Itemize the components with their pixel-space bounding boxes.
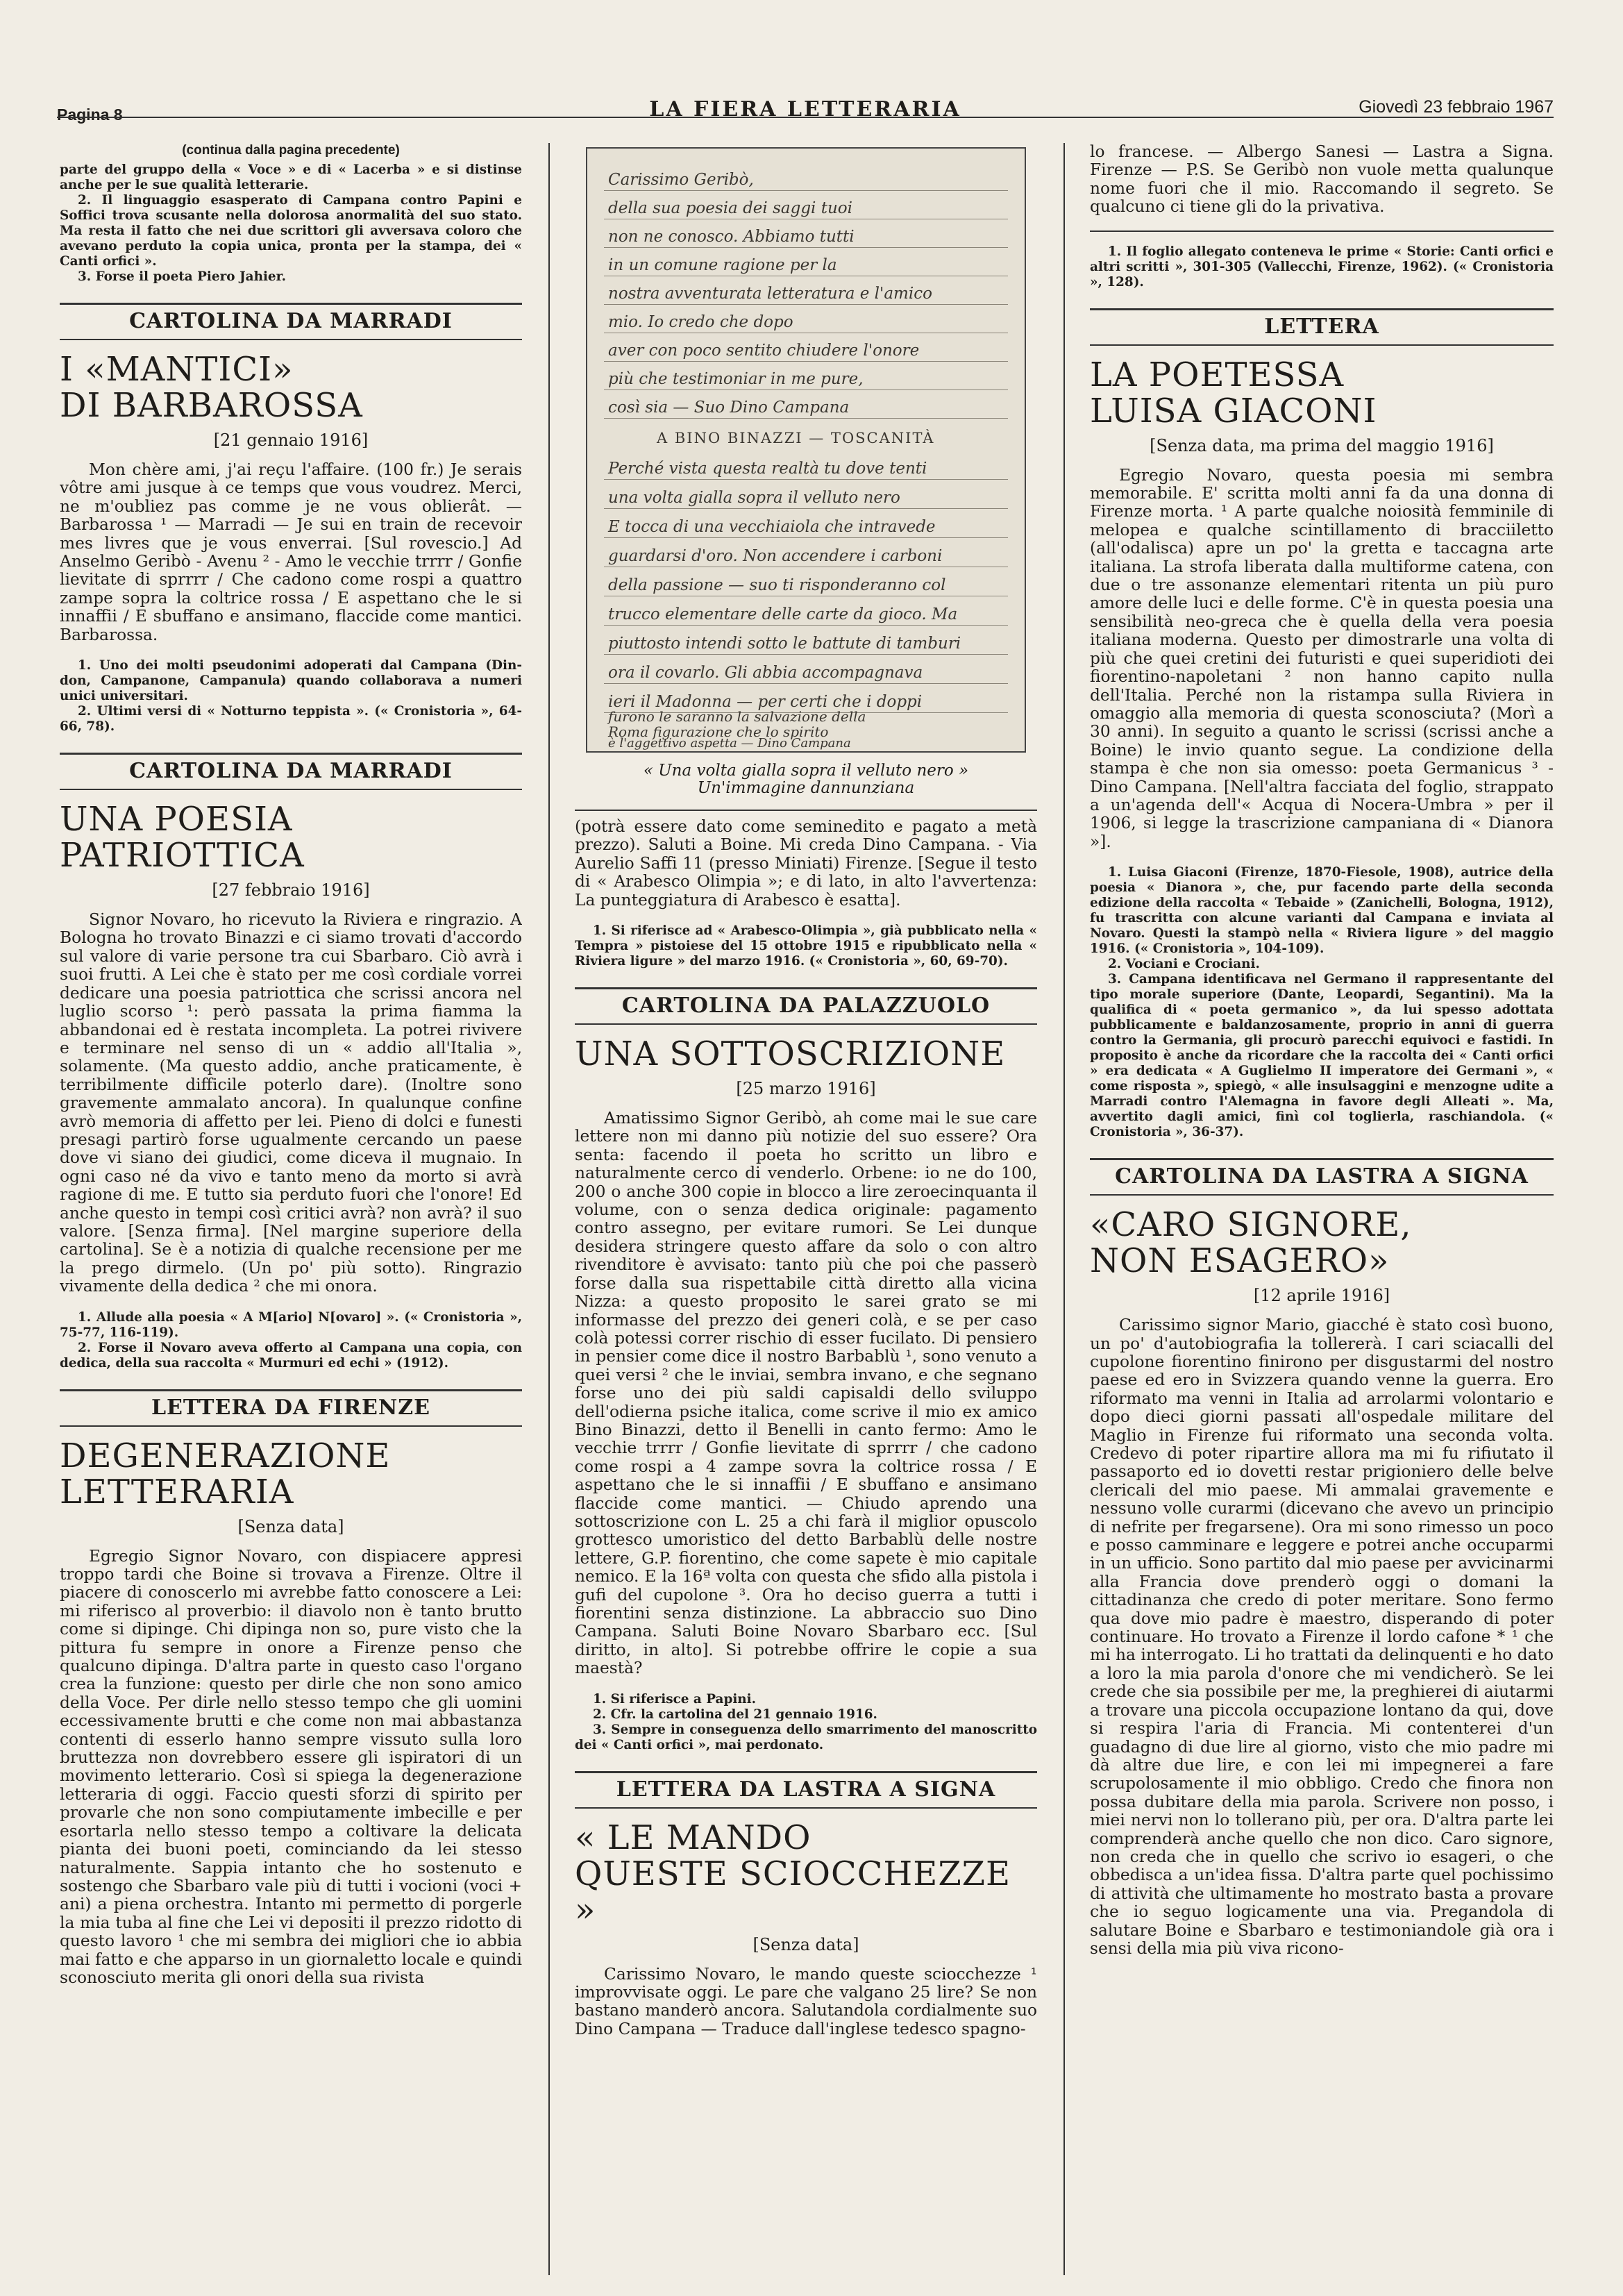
note: 1. Uno dei molti pseudonimi adoperati dal Campana (Din-don, Campanone, Campanula) quando collaborava a numeri unici universitari. [60, 658, 522, 704]
ruled-line [604, 418, 1008, 419]
footnotes [1090, 865, 1554, 1140]
footnotes [1090, 244, 1554, 290]
note: 1. Si riferisce a Papini. [593, 1691, 757, 1707]
continued-note: (continua dalla pagina precedente) [182, 143, 400, 158]
handwriting: trucco elementare delle carte da gioco. Ma [608, 605, 958, 623]
caption-line: « Una volta gialla sopra il velluto nero » [643, 762, 969, 780]
article-title [60, 801, 522, 873]
letter-date: [25 marzo 1916] [736, 1079, 876, 1099]
letter-date: [12 aprile 1916] [1253, 1286, 1390, 1306]
handwriting: della sua poesia dei saggi tuoi [608, 199, 852, 217]
column-3 [1090, 143, 1554, 2268]
ruled-line [604, 479, 1008, 480]
article-body [60, 911, 522, 1296]
ruled-line [604, 625, 1008, 626]
handwriting: così sia — Suo Dino Campana [608, 399, 850, 417]
article-title [575, 1820, 1037, 1928]
article-body [60, 461, 522, 644]
separator [575, 810, 1037, 811]
handwriting: piuttosto intendi sotto le battute di tamburi [608, 635, 961, 653]
section-kicker: CARTOLINA DA MARRADI [60, 753, 522, 790]
section-kicker: LETTERA DA FIRENZE [60, 1389, 522, 1427]
note: 1. Si riferisce ad « Arabesco-Olimpia », già pubblicato nella « Tempra » pistoiese del 15 ottobre 1915 e ripubblicato nella « Riviera ligure » del marzo 1916. (« Cronistoria », 60, 69-70). [575, 923, 1037, 969]
letter-date: [Senza data] [752, 1934, 859, 1954]
column-2 [575, 143, 1037, 2268]
section-kicker: LETTERA [1090, 308, 1554, 346]
ruled-line [604, 389, 1008, 390]
footnotes [575, 1692, 1037, 1753]
article-body [1090, 1316, 1554, 1958]
ruled-line [604, 537, 1008, 538]
article-title [1090, 357, 1554, 429]
handwriting: furono le saranno la salvazione della [608, 708, 866, 725]
image-caption [575, 762, 1037, 797]
handwriting: della passione — suo ti risponderanno col [608, 576, 946, 594]
article-title [60, 351, 522, 424]
note: 3. Forse il poeta Piero Jahier. [78, 269, 287, 284]
caption-line: Un'immagine dannunziana [697, 779, 915, 797]
paragraph: lo francese. — Albergo Sanesi — Lastra a Signa. Firenze — P.S. Se Geribò non vuole metta qualunque nome fuori che il mio. Raccomando il segreto. Se qualcuno ci tiene gli do la privativa. [1090, 143, 1554, 217]
ruled-line [604, 247, 1008, 248]
column-1 [60, 143, 522, 2268]
note: 2. Forse il Novaro aveva offerto al Campana una copia, con dedica, della sua raccolta « Murmuri ed echi » (1912). [60, 1340, 522, 1371]
note: 3. Campana identificava nel Germano il rappresentante del tipo morale superiore (Dante, Leopardi, Segantini). Ma la qualifica di « poeta germanico », da lui spesso adottata pubblicamente e baldanzosamente, proprio in anni di guerra contro la Germania, gli procurò parecchi equivoci e fastidi. In proposito è anche da ricordare che la raccolta dei « Canti orfici » era dedicata « A Guglielmo II imperatore dei Germani », « come risposta », spiegò, « alle insulsaggini e menzogne udite a Marradi contro l'Alemagna in favore degli Alleati ». Ma, avvertito dagli amici, finì col toglierla, raschiandola. (« Cronistoria », 36-37). [1090, 972, 1554, 1140]
issue-date: Giovedì 23 febbraio 1967 [1359, 97, 1554, 117]
article-body [60, 1548, 522, 1988]
ruled-line [604, 654, 1008, 655]
handwriting: guardarsi d'oro. Non accendere i carboni [608, 547, 943, 565]
letter-date: [Senza data, ma prima del maggio 1916] [1150, 435, 1494, 455]
note: 1. Il foglio allegato conteneva le prime « Storie: Canti orfici e altri scritti », 301-305 (Vallecchi, Firenze, 1962). (« Cronistoria », 128). [1090, 244, 1554, 290]
masthead: LA FIERA LETTERARIA [649, 97, 961, 121]
section-kicker: CARTOLINA DA MARRADI [60, 303, 522, 340]
article-title [1090, 1207, 1554, 1279]
handwriting: Roma figurazione che lo spirito [608, 723, 829, 740]
handwriting: nostra avventurata letteratura e l'amico [608, 285, 932, 303]
note: 3. Sempre in conseguenza dello smarrimento del manoscritto dei « Canti orfici », mai perdonato. [575, 1722, 1037, 1752]
handwriting: più che testimoniar in me pure, [608, 370, 864, 388]
title-line: DEGENERAZIONE [60, 1436, 391, 1475]
handwriting: una volta gialla sopra il velluto nero [608, 489, 900, 507]
title-line: I «MANTICI» [60, 350, 294, 389]
title-line: LUISA GIACONI [1090, 391, 1377, 430]
column-divider [1063, 143, 1065, 2275]
article-body [1090, 143, 1554, 217]
ruled-line [604, 190, 1008, 191]
footnotes [60, 658, 522, 735]
ruled-line [604, 361, 1008, 362]
separator [1090, 231, 1554, 232]
handwriting: mio. Io credo che dopo [608, 313, 793, 331]
note: 2. Cfr. la cartolina del 21 gennaio 1916. [593, 1707, 877, 1722]
note: 1. Allude alla poesia « A M[ario] N[ovaro] ». (« Cronistoria », 75-77, 116-119). [60, 1309, 522, 1340]
article-body [575, 1966, 1037, 2039]
title-line: « LE MANDO [575, 1818, 812, 1857]
handwriting: Perché vista questa realtà tu dove tenti [608, 460, 927, 478]
title-line: «CARO SIGNORE, [1090, 1205, 1412, 1245]
ruled-line [604, 304, 1008, 305]
letter-date: [21 gennaio 1916] [213, 430, 369, 450]
paragraph: Amatissimo Signor Geribò, ah come mai le sue care lettere non mi danno più notizie del suo essere? Ora senta: facendo il poeta ho scritto un libro e naturalmente cerco di venderlo. Orbene: io ne do 100, 200 o anche 300 copie in blocco a lire zeroecinquanta il volume, con o senza dedica originale: pagamento contro assegno, per evitare rumori. Se Lei dunque desidera stringere questo affare da solo o con altro rivenditore è avvisato: tanto più che poi che passerò forse dalla sua rispettabile città diretto alla vicina Nizza: a questo proposito le sarei grato se mi informasse del prezzo dei generi colà, e se per caso colà potessi correr rischio di esser fucilato. Di pensiero in pensier come dice il nostro Barbablù ¹, sono venuto a quei versi ² che le inviai, sembra invano, e che segnano forse uno dei più saldi capisaldi dello sviluppo dell'odierna psiche italica, come scrive il mio ex amico Bino Binazzi, detto il Benelli in canto fermo: Amo le vecchie trrrr / Gonfie lievitate di sprrrr / che cadono come rospi a 4 zampe sovra la coltrice rossa / E aspettano che le si innaffii / E sbuffano e ansimano flaccide come mantici. — Chiudo aprendo una sottoscrizione con L. 25 a chi farà il miglior opuscolo grottesco umoristico del detto Barbablù delle nostre lettere, G.P. fiorentino, che come sapete è mio capitale nemico. E la 16ª volta con questa che sfido alla pistola i gufi del cupolone ³. Ora ho deciso guerra a tutti i fiorentini senza distinzione. La abbraccio suo Dino Campana. Saluti Boine Novaro Sbarbaro ecc. [Sul diritto, in alto]. Si potrebbe offrire le copie a sua maestà? [575, 1109, 1037, 1678]
header-rule [57, 117, 1554, 118]
article-body [575, 1109, 1037, 1678]
note: 2. Vociani e Crociani. [1108, 957, 1260, 972]
ruled-line [604, 508, 1008, 509]
handwriting: non ne conosco. Abbiamo tutti [608, 228, 855, 246]
previous-notes [60, 162, 522, 285]
title-line: LETTERARIA [60, 1472, 294, 1511]
handwriting: è l'aggettivo aspetta — Dino Campana [608, 736, 851, 751]
handwriting: aver con poco sentito chiudere l'onore [608, 342, 920, 360]
title-line: QUESTE SCIOCCHEZZE » [575, 1854, 1011, 1929]
note: 2. Il linguaggio esasperato di Campana contro Papini e Soffici trova scusante nella dolorosa anormalità del suo stato. Ma resta il fatto che nei due scrittori gli avversava coloro che avevano perduto la copia unica, pronta per la stampa, dei « Canti orfici ». [60, 193, 522, 269]
section-kicker: LETTERA DA LASTRA A SIGNA [575, 1771, 1037, 1809]
column-divider [548, 143, 550, 2275]
title-line: UNA POESIA [60, 800, 293, 839]
handwriting: ieri il Madonna — per certi che i doppi [608, 693, 923, 711]
manuscript-image [586, 147, 1026, 753]
paragraph: Signor Novaro, ho ricevuto la Riviera e ringrazio. A Bologna ho trovato Binazzi e ci siamo trovati d'accordo sul valore di varie persone tra cui Sbarbaro. Ciò avrà i suoi frutti. A Lei che è stato per me così cordiale vorrei dedicare una poesia patriottica che scrissi ancora nel luglio scorso ¹: però passata la prima fiamma la abbandonai ed è restata incompleta. La potrei rivivere e terminare nel senso di un « addio all'Italia », solamente. (Ma questo addio, anche praticamente, è terribilmente difficile poterlo dare). (Inoltre sono gravemente ammalato ancora). In qualunque confine avrò memoria di affetto per lei. Pieno di dolci e funesti presagi partirò forse ugualmente cercando un paese dove vi siano dei giudici, come diceva il mugnaio. In ogni caso né da vivo e tanto meno da morto si avrà ragione di me. E tutto sia perduto fuori che l'onore! Ed anche questo in tempi così critici avrà? non avrà? il suo valore. [Senza firma]. [Nel margine superiore della cartolina]. Se è a notizia di qualche recensione per me la prego dirmelo. (Un po' più sotto). Ringrazio vivamente della dedica ² che mi onora. [60, 910, 522, 1296]
letter-date: [Senza data] [237, 1516, 344, 1536]
paragraph: Egregio Novaro, questa poesia mi sembra memorabile. E' scritta molti anni fa da una donna di Firenze morta. ¹ A parte qualche noiosità femminile di melopea e qualche scintillamento di bracciiletto (all'odalisca) apre un po' la gretta e taccagna arte italiana. La strofa liberata dalla multiforme catena, con due o tre assonanze elementari ritenta un più puro amore delle luci e delle forme. C'è in questa poesia una sensibilità neo-greca che è quella della vera poesia italiana moderna. Questo per dimostrarle una volta di più che quei cretini dei futuristi e quei superidioti dei fiorentino-napoletani ² non hanno capito nulla dell'Italia. Perché non la ristampa sulla Riviera in omaggio alla memoria di questa sconosciuta? (Morì a 30 anni). In seguito a quanto le scrissi (scrissi anche a Boine) le invio quanto segue. La condizione della stampa è che non sia omesso: poeta Germanicus ³ - Dino Campana. [Nell'altra facciata del foglio, strappato a un'agenda dell'« Acqua di Nocera-Umbra » per il 1906, si legge la trascrizione campaniana di « Dianora »]. [1090, 465, 1554, 851]
title-line: UNA SOTTOSCRIZIONE [575, 1034, 1006, 1074]
page-header [57, 92, 1554, 122]
title-line: PATRIOTTICA [60, 836, 305, 875]
handwriting-heading: A BINO BINAZZI — TOSCANITÀ [657, 430, 935, 446]
handwriting: Carissimo Geribò, [608, 171, 754, 189]
handwriting: in un comune ragione per la [608, 256, 837, 274]
article-title [60, 1438, 522, 1510]
page-number: Pagina 8 [57, 106, 123, 124]
handwriting: ora il covarlo. Gli abbia accompagnava [608, 664, 923, 682]
article-body [1090, 467, 1554, 852]
footnotes [575, 923, 1037, 969]
section-kicker: CARTOLINA DA PALAZZUOLO [575, 987, 1037, 1025]
article-body [575, 818, 1037, 910]
paragraph: Egregio Signor Novaro, con dispiacere appresi troppo tardi che Boine si trovava a Firenze. Oltre il piacere di conoscerlo mi avrebbe fatto conoscere a Lei: mi riferisco al proverbio: il diavolo non è tanto brutto come si dipinge. Chi dipinga non so, pure visto che la pittura fu sempre in onore a Firenze penso che qualcuno dipinga. D'altra parte in questo caso l'organo crea la funzione: questo per dirle che non sono amico della Voce. Per dirle nello stesso tempo che gli uomini eccessivamente brutti e che come non mai abbastanza contenti di esserlo hanno sempre vissuto sulla loro bruttezza non dovrebbero essere gli ispiratori di un movimento letterario. Così si spiega la degenerazione letteraria di oggi. Faccio questi sforzi di spirito per provarle che non sono compiutamente imbecille e per esortarla nello stesso tempo a coltivare la delicata pianta dei buoni poeti, cominciando da lei stesso naturalmente. Sappia intanto che ho sostenuto e sostengo che Sbarbaro vale più di tutti i vocioni (voci + ani) a piena orchestra. Intanto mi permetto di porgerle la mia tuba al fine che Lei vi depositi il prezzo ridotto di questo lavoro ¹ che mi sembra dei migliori che io abbia mai fatto e che apparso in un giornaletto locale e quindi sconosciuto merita gli onori della sua rivista [60, 1546, 522, 1987]
handwriting: E tocca di una vecchiaiola che intravede [608, 518, 936, 536]
paragraph: Carissimo signor Mario, giacché è stato così buono, un po' d'autobiografia la tollererà. I cari sciacalli del cupolone fiorentino finirono per disgustarmi del nostro paese ed ero in Svizzera quando venne la guerra. Ero riformato ma venni in Italia ad arrolarmi volontario e dopo dieci giorni passati all'ospedale militare del Maglio in Firenze fui riformato una seconda volta. Credevo di poter ripartire allora ma mi fu rifiutato il passaporto ed io dovetti restar prigioniero delle belve clericali del mio paese. Mi ammalai gravemente e nessuno volle curarmi (dicevano che avevo un principio di nefrite per fregarsene). Ora mi sono rimesso un poco e posso camminare e leggere e potrei anche occuparmi in un ufficio. Sono partito dal mio paese per avvicinarmi alla Francia dove prenderò oggi o domani la cittadinanza che credo di poter meritare. Sono fermo qua dove mio padre è maestro, disperando di poter continuare. Ho trovato a Firenze il lordo cafone * ¹ che mi ha interrogato. Li ho trattati da delinquenti e ho dato a loro la mia parola d'onore che mi vendicherò. Se lei crede che sia possibile per me, la preghierei di aiutarmi a trovare una piccola occupazione lontano da qui, dove si respira l'aria di Francia. Mi contenterei d'un guadagno di due lire al giorno, visto che mio padre mi dà altre due lire, e con lei mi impegnerei a fare scrupolosamente il mio obbligo. Credo che finora non possa dubitare della mia parola. Scrivere non posso, i miei nervi non lo tollerano più, per ora. D'altra parte lei comprenderà anche quello che non dico. Caro signore, non creda che in quello che scrivo io esageri, o che obbedisca a un'idea fissa. D'altra parte quel pochissimo di attività che ultimamente ho mostrato basta a provare che io seguo logicamente una via. Pregandola di salutare Boine e Sbarbaro e testimoniandole già ora i sensi della mia più viva ricono- [1090, 1316, 1554, 1958]
paragraph: Carissimo Novaro, le mando queste sciocchezze ¹ improvvisate oggi. Le pare che valgano 25 lire? Se non bastano manderò ancora. Salutandola cordialmente suo Dino Campana — Traduce dall'inglese tedesco spagno- [575, 1964, 1037, 2038]
title-line: NON ESAGERO» [1090, 1241, 1390, 1281]
note: parte del gruppo della « Voce » e di « Lacerba » e si distinse anche per le sue qualità letterarie. [60, 162, 522, 192]
title-line: DI BARBAROSSA [60, 386, 363, 425]
section-kicker: CARTOLINA DA LASTRA A SIGNA [1090, 1158, 1554, 1196]
paragraph: (potrà essere dato come seminedito e pagato a metà prezzo). Saluti a Boine. Mi creda Dino Campana. - Via Aurelio Saffi 11 (presso Miniati) Firenze. [Segue il testo di « Arabesco Olimpia »; e di lato, in alto l'avvertenza: La punteggiatura di Arabesco è esatta]. [575, 817, 1037, 910]
note: 1. Luisa Giaconi (Firenze, 1870-Fiesole, 1908), autrice della poesia « Dianora », che, pur facendo parte della seconda edizione della raccolta « Tebaide » (Zanichelli, Bologna, 1912), fu trascritta con alcune varianti dal Campana e inviata al Novaro. Questi la stampò nella « Riviera ligure » del maggio 1916. (« Cronistoria », 104-109). [1090, 865, 1554, 957]
letter-date: [27 febbraio 1916] [212, 880, 370, 900]
footnotes [60, 1310, 522, 1371]
title-line: LA POETESSA [1090, 355, 1345, 394]
ruled-line [604, 683, 1008, 684]
article-title [575, 1036, 1037, 1072]
paragraph: Mon chère ami, j'ai reçu l'affaire. (100 fr.) Je serais vôtre ami jusque à ce temps que vous voudrez. Merci, ne m'oubliez pas comme je ne vous oblierât. — Barbarossa ¹ — Marradi — Je sui en train de recevoir mes livres que je vous enverrai. [Sul rovescio.] Ad Anselmo Geribò - Avenu ² - Amo le vecchie trrrr / Gonfie lievitate di sprrrr / Che cadono come rospi a quattro zampe sopra la coltrice rossa / E aspettano che le si innaffii / E sbuffano e ansimano, flaccide come mantici. Barbarossa. [60, 460, 522, 644]
note: 2. Ultimi versi di « Notturno teppista ». (« Cronistoria », 64-66, 78). [60, 704, 522, 735]
